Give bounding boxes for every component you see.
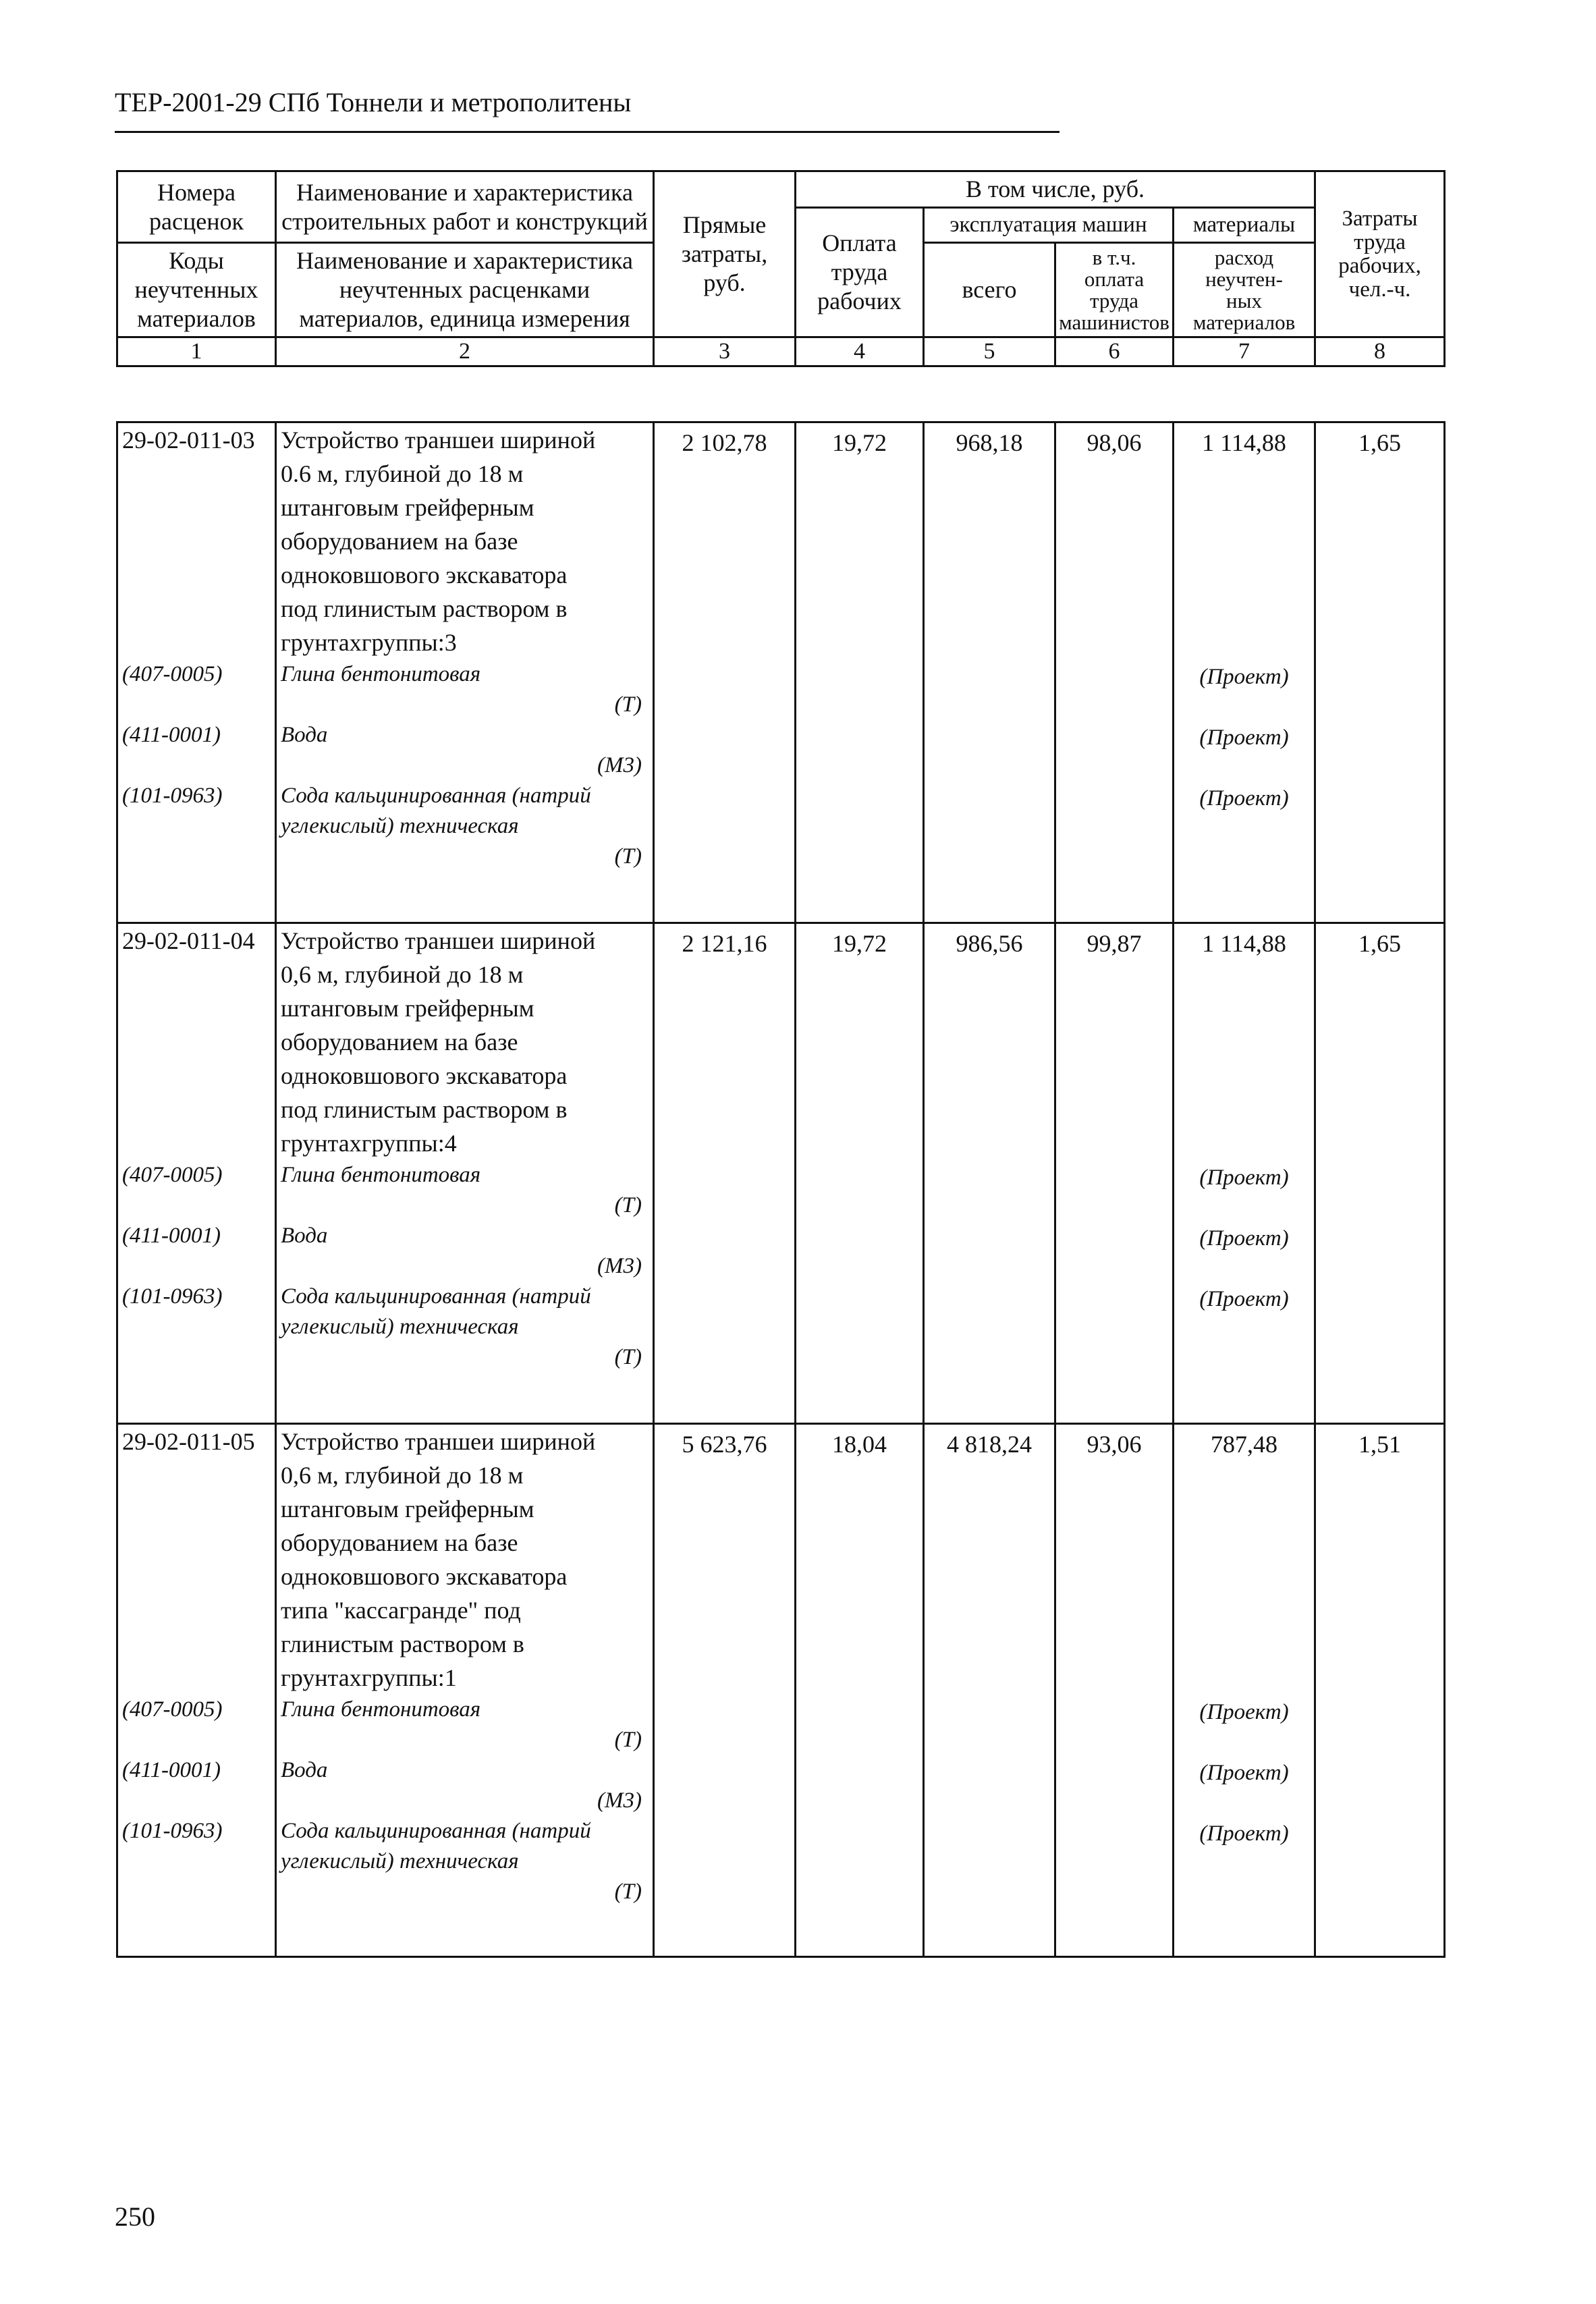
material-code: (101-0963) — [122, 784, 223, 808]
material-project: (Проект) — [1199, 786, 1289, 811]
labor-hours-cell: 1,51 — [1315, 1424, 1445, 1957]
work-name-line: под глинистым раствором в — [281, 1096, 568, 1123]
machines-total-cell: 968,18 — [924, 422, 1055, 923]
work-name-line: одноковшового экскаватора — [281, 561, 568, 588]
direct-costs-cell: 5 623,76 — [654, 1424, 796, 1957]
materials-cost-cell: 1 114,88 (Проект) (Проект) (Проект) — [1174, 923, 1315, 1424]
running-header: ТЕР-2001-29 СПб Тоннели и метрополитены — [115, 87, 632, 117]
rate-code-cell — [117, 923, 276, 1424]
material-project: (Проект) — [1199, 1287, 1289, 1311]
material-name: Глина бентонитовая — [281, 662, 481, 686]
material-code: (407-0005) — [122, 1163, 223, 1187]
work-name-line: оборудованием на базе — [281, 1529, 518, 1556]
material-code: (411-0001) — [122, 723, 221, 747]
table-header — [116, 170, 1446, 367]
material-name-cont: углекислый) техническая — [281, 814, 519, 838]
header-including: В том числе, руб. — [796, 171, 1315, 208]
material-name: Сода кальцинированная (натрий — [281, 1284, 591, 1309]
work-name-line: Устройство траншеи шириной — [281, 927, 596, 954]
work-name-line: 0,6 м, глубиной до 18 м — [281, 1462, 524, 1489]
work-name-cell — [276, 923, 654, 1424]
labor-pay-cell: 19,72 — [796, 422, 924, 923]
material-code: (407-0005) — [122, 662, 223, 686]
material-name: Глина бентонитовая — [281, 1697, 481, 1722]
header-machines: эксплуатация машин — [924, 208, 1174, 243]
machinist-pay-cell: 99,87 — [1055, 923, 1174, 1424]
materials-cost-cell: 1 114,88 (Проект) (Проект) (Проект) — [1174, 422, 1315, 923]
material-name: Вода — [281, 1758, 328, 1782]
work-name-line: 0.6 м, глубиной до 18 м — [281, 460, 524, 487]
header-machines-total: всего — [924, 243, 1055, 337]
work-name-line: оборудованием на базе — [281, 1028, 518, 1055]
material-code: (101-0963) — [122, 1819, 223, 1843]
work-name-line: штанговым грейферным — [281, 995, 534, 1022]
labor-pay-cell: 19,72 — [796, 923, 924, 1424]
work-name-line: типа "кассагранде" под — [281, 1597, 521, 1624]
header-materials: материалы — [1174, 208, 1315, 243]
work-name-line: Устройство траншеи шириной — [281, 1428, 596, 1455]
rate-code: 29-02-011-03 — [122, 427, 255, 454]
work-name-line: под глинистым раствором в — [281, 595, 568, 622]
header-machinist-pay: в т.ч. оплата труда машинистов — [1055, 243, 1174, 337]
labor-hours-cell: 1,65 — [1315, 422, 1445, 923]
material-unit: (Т) — [614, 1728, 642, 1752]
material-project: (Проект) — [1199, 1761, 1289, 1785]
material-unit: (М3) — [597, 753, 642, 777]
work-name-line: глинистым раствором в — [281, 1630, 524, 1657]
machinist-pay-cell: 93,06 — [1055, 1424, 1174, 1957]
work-name-line: штанговым грейферным — [281, 494, 534, 521]
table-row — [117, 1424, 1445, 1957]
machines-total-cell: 986,56 — [924, 923, 1055, 1424]
work-name-line: 0,6 м, глубиной до 18 м — [281, 961, 524, 988]
header-work-name: Наименование и характеристика строительных работ и конструкций — [276, 171, 654, 243]
header-column-numbers: 1 2 3 4 5 6 7 8 — [117, 337, 1445, 366]
material-unit: (М3) — [597, 1254, 642, 1278]
material-project: (Проект) — [1199, 1165, 1289, 1190]
labor-hours-cell: 1,65 — [1315, 923, 1445, 1424]
labor-pay-cell: 18,04 — [796, 1424, 924, 1957]
material-code: (411-0001) — [122, 1758, 221, 1782]
material-unit: (Т) — [614, 844, 642, 869]
material-project: (Проект) — [1199, 1226, 1289, 1251]
material-unit: (Т) — [614, 1345, 642, 1369]
work-name-line: оборудованием на базе — [281, 528, 518, 555]
rate-code-cell — [117, 422, 276, 923]
work-name-cell — [276, 422, 654, 923]
material-unit: (Т) — [614, 1193, 642, 1217]
work-name-line: грунтахгруппы:3 — [281, 629, 457, 656]
work-name-line: одноковшового экскаватора — [281, 1563, 568, 1590]
material-project: (Проект) — [1199, 1821, 1289, 1846]
material-unit: (М3) — [597, 1788, 642, 1813]
material-name: Вода — [281, 723, 328, 747]
table-row — [117, 422, 1445, 923]
work-name-line: Устройство траншеи шириной — [281, 427, 596, 454]
material-name: Сода кальцинированная (натрий — [281, 784, 591, 808]
material-code: (407-0005) — [122, 1697, 223, 1722]
work-name-line: одноковшового экскаватора — [281, 1062, 568, 1089]
material-unit: (Т) — [614, 1880, 642, 1904]
header-direct-costs: Прямые затраты, руб. — [654, 171, 796, 337]
material-project: (Проект) — [1199, 665, 1289, 689]
material-project: (Проект) — [1199, 725, 1289, 750]
rate-code-cell — [117, 1424, 276, 1957]
rate-code: 29-02-011-05 — [122, 1428, 255, 1455]
header-code-unaccounted: Коды неучтенных материалов — [117, 243, 276, 337]
material-name-cont: углекислый) техническая — [281, 1849, 519, 1873]
page-number: 250 — [115, 2201, 155, 2232]
work-name-cell — [276, 1424, 654, 1957]
header-labor-hours: Затраты труда рабочих, чел.-ч. — [1315, 171, 1445, 337]
header-material-name: Наименование и характеристика неучтенных расценками материалов, единица измерения — [276, 243, 654, 337]
material-name: Вода — [281, 1224, 328, 1248]
work-name-line: штанговым грейферным — [281, 1496, 534, 1523]
header-labor-pay: Оплата труда рабочих — [796, 208, 924, 337]
materials-cost-cell: 787,48 (Проект) (Проект) (Проект) — [1174, 1424, 1315, 1957]
work-name-line: грунтахгруппы:4 — [281, 1130, 457, 1157]
direct-costs-cell: 2 121,16 — [654, 923, 796, 1424]
material-name: Сода кальцинированная (натрий — [281, 1819, 591, 1843]
header-rule — [115, 131, 1060, 133]
material-name-cont: углекислый) техническая — [281, 1315, 519, 1339]
direct-costs-cell: 2 102,78 — [654, 422, 796, 923]
table-row — [117, 923, 1445, 1424]
header-unaccounted-materials: расход неучтен- ных материалов — [1174, 243, 1315, 337]
header-rate-number: Номера расценок — [117, 171, 276, 243]
material-code: (101-0963) — [122, 1284, 223, 1309]
material-code: (411-0001) — [122, 1224, 221, 1248]
material-name: Глина бентонитовая — [281, 1163, 481, 1187]
material-project: (Проект) — [1199, 1700, 1289, 1724]
machinist-pay-cell: 98,06 — [1055, 422, 1174, 923]
work-name-line: грунтахгруппы:1 — [281, 1664, 457, 1691]
rate-code: 29-02-011-04 — [122, 927, 255, 954]
rates-table — [116, 421, 1446, 1958]
material-unit: (Т) — [614, 692, 642, 717]
machines-total-cell: 4 818,24 — [924, 1424, 1055, 1957]
